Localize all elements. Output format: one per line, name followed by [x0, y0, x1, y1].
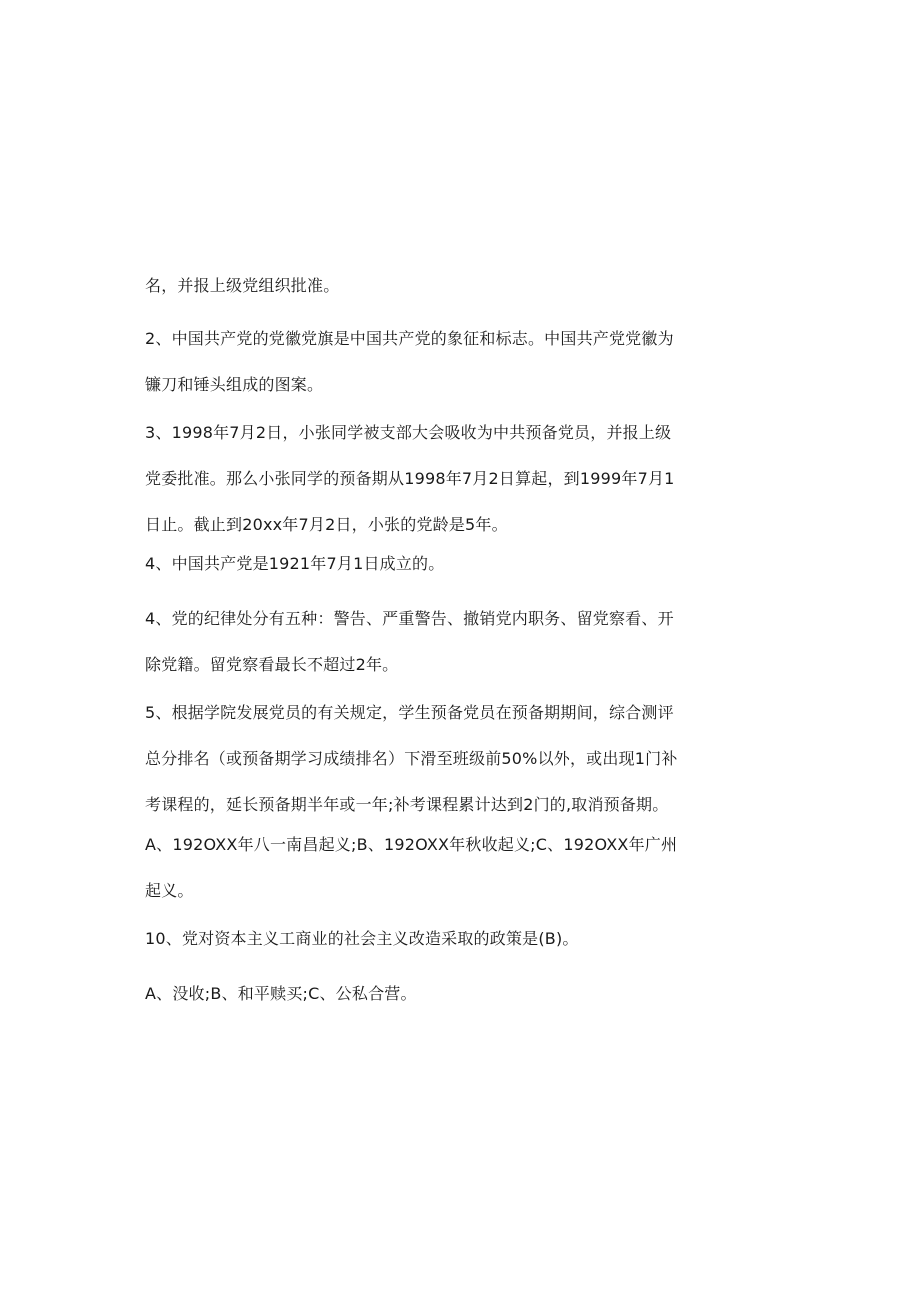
paragraph-founding-date: [145, 541, 715, 587]
paragraph-probation-period: [145, 410, 715, 548]
text-line: 5、根据学院发展党员的有关规定，学生预备党员在预备期期间，综合测评: [145, 703, 674, 722]
paragraph-policy-options: [145, 971, 715, 1017]
paragraph-party-emblem: [145, 316, 715, 408]
text-line: 4、中国共产党是1921年7月1日成立的。: [145, 554, 445, 573]
paragraph-options-uprisings: [145, 822, 715, 914]
text-line: 除党籍。留党察看最长不超过2年。: [145, 655, 399, 674]
text-line: A、没收;B、和平赎买;C、公私合营。: [145, 984, 417, 1003]
text-line: 10、党对资本主义工商业的社会主义改造采取的政策是(B)。: [145, 929, 579, 948]
text-line: 日止。截止到20xx年7月2日，小张的党龄是5年。: [145, 515, 508, 534]
text-line: 考课程的，延长预备期半年或一年;补考课程累计达到2门的,取消预备期。: [145, 795, 669, 814]
text-line: 名，并报上级党组织批准。: [145, 276, 340, 295]
text-line: 总分排名（或预备期学习成绩排名）下滑至班级前50%以外，或出现1门补: [145, 749, 678, 768]
paragraph-college-rules: [145, 690, 715, 828]
paragraph-policy-question: [145, 916, 715, 962]
text-line: A、192OXX年八一南昌起义;B、192OXX年秋收起义;C、192OXX年广州: [145, 835, 678, 854]
text-line: 2、中国共产党的党徽党旗是中国共产党的象征和标志。中国共产党党徽为: [145, 329, 674, 348]
paragraph-discipline: [145, 596, 715, 688]
paragraph-approval: [145, 263, 715, 309]
text-line: 4、党的纪律处分有五种：警告、严重警告、撤销党内职务、留党察看、开: [145, 609, 674, 628]
text-line: 起义。: [145, 881, 194, 900]
text-line: 党委批准。那么小张同学的预备期从1998年7月2日算起，到1999年7月1: [145, 469, 675, 488]
text-line: 3、1998年7月2日，小张同学被支部大会吸收为中共预备党员，并报上级: [145, 423, 672, 442]
text-line: 镰刀和锤头组成的图案。: [145, 375, 324, 394]
